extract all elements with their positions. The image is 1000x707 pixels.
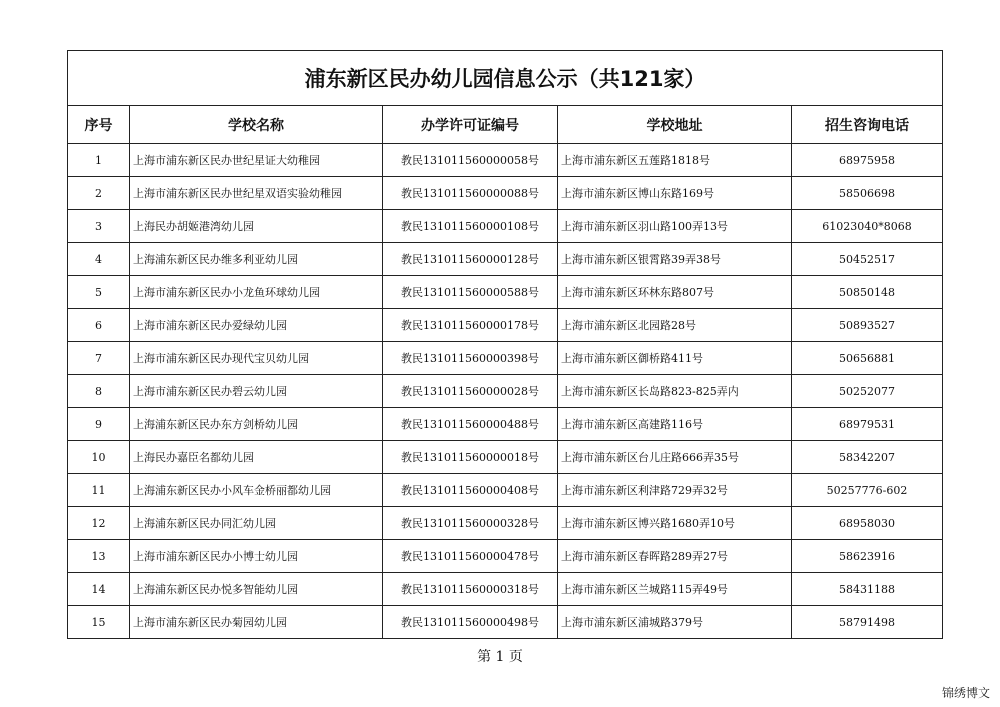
document-title: 浦东新区民办幼儿园信息公示（共121家） bbox=[68, 51, 943, 106]
cell-address: 上海市浦东新区兰城路115弄49号 bbox=[558, 573, 792, 606]
cell-license-number: 教民131011560000398号 bbox=[383, 342, 558, 375]
cell-phone: 68979531 bbox=[792, 408, 943, 441]
table-row bbox=[68, 408, 943, 441]
cell-school-name: 上海市浦东新区民办世纪星证大幼稚园 bbox=[130, 144, 383, 177]
cell-license-number: 教民131011560000108号 bbox=[383, 210, 558, 243]
cell-index: 14 bbox=[68, 573, 130, 606]
cell-index: 11 bbox=[68, 474, 130, 507]
cell-school-name: 上海浦东新区民办东方剑桥幼儿园 bbox=[130, 408, 383, 441]
table-row bbox=[68, 276, 943, 309]
cell-address: 上海市浦东新区御桥路411号 bbox=[558, 342, 792, 375]
cell-phone: 58342207 bbox=[792, 441, 943, 474]
cell-address: 上海市浦东新区羽山路100弄13号 bbox=[558, 210, 792, 243]
cell-address: 上海市浦东新区环林东路807号 bbox=[558, 276, 792, 309]
cell-license-number: 教民131011560000178号 bbox=[383, 309, 558, 342]
table-header-row bbox=[68, 106, 943, 144]
table-row bbox=[68, 474, 943, 507]
cell-index: 10 bbox=[68, 441, 130, 474]
cell-license-number: 教民131011560000318号 bbox=[383, 573, 558, 606]
cell-school-name: 上海市浦东新区民办世纪星双语实验幼稚园 bbox=[130, 177, 383, 210]
cell-address: 上海市浦东新区北园路28号 bbox=[558, 309, 792, 342]
cell-license-number: 教民131011560000028号 bbox=[383, 375, 558, 408]
column-header-index: 序号 bbox=[68, 106, 130, 144]
cell-license-number: 教民131011560000588号 bbox=[383, 276, 558, 309]
cell-address: 上海市浦东新区高建路116号 bbox=[558, 408, 792, 441]
cell-address: 上海市浦东新区长岛路823-825弄内 bbox=[558, 375, 792, 408]
cell-phone: 58506698 bbox=[792, 177, 943, 210]
table-body bbox=[68, 144, 943, 639]
cell-school-name: 上海市浦东新区民办碧云幼儿园 bbox=[130, 375, 383, 408]
cell-school-name: 上海市浦东新区民办小龙鱼环球幼儿园 bbox=[130, 276, 383, 309]
cell-school-name: 上海浦东新区民办悦多智能幼儿园 bbox=[130, 573, 383, 606]
cell-address: 上海市浦东新区浦城路379号 bbox=[558, 606, 792, 639]
cell-index: 7 bbox=[68, 342, 130, 375]
cell-license-number: 教民131011560000018号 bbox=[383, 441, 558, 474]
cell-phone: 68975958 bbox=[792, 144, 943, 177]
column-header-school-name: 学校名称 bbox=[130, 106, 383, 144]
cell-index: 13 bbox=[68, 540, 130, 573]
cell-phone: 58791498 bbox=[792, 606, 943, 639]
cell-school-name: 上海民办胡姬港湾幼儿园 bbox=[130, 210, 383, 243]
cell-address: 上海市浦东新区五莲路1818号 bbox=[558, 144, 792, 177]
cell-phone: 50252077 bbox=[792, 375, 943, 408]
watermark-text: 锦绣博文 bbox=[941, 686, 990, 700]
table-row bbox=[68, 144, 943, 177]
cell-index: 5 bbox=[68, 276, 130, 309]
table-row bbox=[68, 441, 943, 474]
cell-school-name: 上海民办嘉臣名都幼儿园 bbox=[130, 441, 383, 474]
table-row bbox=[68, 210, 943, 243]
cell-address: 上海市浦东新区博兴路1680弄10号 bbox=[558, 507, 792, 540]
cell-license-number: 教民131011560000058号 bbox=[383, 144, 558, 177]
cell-license-number: 教民131011560000408号 bbox=[383, 474, 558, 507]
cell-phone: 61023040*8068 bbox=[792, 210, 943, 243]
cell-index: 9 bbox=[68, 408, 130, 441]
cell-school-name: 上海浦东新区民办小风车金桥丽都幼儿园 bbox=[130, 474, 383, 507]
cell-index: 2 bbox=[68, 177, 130, 210]
cell-school-name: 上海市浦东新区民办爱绿幼儿园 bbox=[130, 309, 383, 342]
cell-license-number: 教民131011560000488号 bbox=[383, 408, 558, 441]
cell-phone: 58431188 bbox=[792, 573, 943, 606]
cell-phone: 58623916 bbox=[792, 540, 943, 573]
cell-license-number: 教民131011560000128号 bbox=[383, 243, 558, 276]
table-row bbox=[68, 309, 943, 342]
cell-index: 6 bbox=[68, 309, 130, 342]
table-row bbox=[68, 606, 943, 639]
cell-school-name: 上海市浦东新区民办现代宝贝幼儿园 bbox=[130, 342, 383, 375]
cell-index: 12 bbox=[68, 507, 130, 540]
table-row bbox=[68, 177, 943, 210]
table-row bbox=[68, 375, 943, 408]
cell-license-number: 教民131011560000478号 bbox=[383, 540, 558, 573]
cell-index: 8 bbox=[68, 375, 130, 408]
cell-address: 上海市浦东新区利津路729弄32号 bbox=[558, 474, 792, 507]
column-header-license-number: 办学许可证编号 bbox=[383, 106, 558, 144]
cell-license-number: 教民131011560000498号 bbox=[383, 606, 558, 639]
cell-address: 上海市浦东新区台儿庄路666弄35号 bbox=[558, 441, 792, 474]
cell-school-name: 上海市浦东新区民办菊园幼儿园 bbox=[130, 606, 383, 639]
cell-index: 15 bbox=[68, 606, 130, 639]
table-row bbox=[68, 342, 943, 375]
cell-index: 4 bbox=[68, 243, 130, 276]
table-row bbox=[68, 243, 943, 276]
cell-school-name: 上海浦东新区民办同汇幼儿园 bbox=[130, 507, 383, 540]
page-number: 第 1 页 bbox=[477, 649, 523, 665]
cell-index: 3 bbox=[68, 210, 130, 243]
cell-phone: 50452517 bbox=[792, 243, 943, 276]
table-row bbox=[68, 573, 943, 606]
cell-school-name: 上海市浦东新区民办小博士幼儿园 bbox=[130, 540, 383, 573]
cell-address: 上海市浦东新区博山东路169号 bbox=[558, 177, 792, 210]
table-row bbox=[68, 540, 943, 573]
cell-phone: 50893527 bbox=[792, 309, 943, 342]
cell-school-name: 上海浦东新区民办维多利亚幼儿园 bbox=[130, 243, 383, 276]
cell-license-number: 教民131011560000088号 bbox=[383, 177, 558, 210]
column-header-phone: 招生咨询电话 bbox=[792, 106, 943, 144]
cell-phone: 50850148 bbox=[792, 276, 943, 309]
table-row bbox=[68, 507, 943, 540]
cell-address: 上海市浦东新区银霄路39弄38号 bbox=[558, 243, 792, 276]
cell-license-number: 教民131011560000328号 bbox=[383, 507, 558, 540]
cell-index: 1 bbox=[68, 144, 130, 177]
cell-address: 上海市浦东新区春晖路289弄27号 bbox=[558, 540, 792, 573]
cell-phone: 50656881 bbox=[792, 342, 943, 375]
column-header-address: 学校地址 bbox=[558, 106, 792, 144]
cell-phone: 68958030 bbox=[792, 507, 943, 540]
kindergarten-info-table bbox=[67, 50, 943, 639]
cell-phone: 50257776-602 bbox=[792, 474, 943, 507]
